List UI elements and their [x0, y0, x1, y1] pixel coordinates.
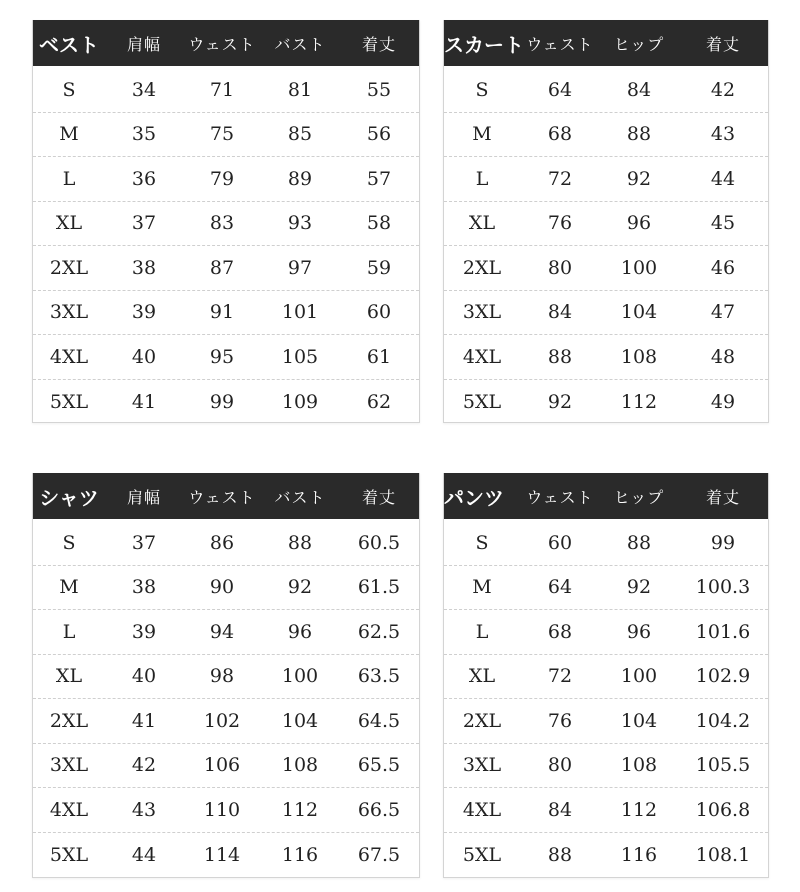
table-row	[33, 157, 419, 202]
table-cell: 116	[281, 843, 319, 866]
size-label: S	[475, 78, 489, 101]
table-cell: 106	[203, 754, 241, 777]
table-cell: 80	[547, 256, 573, 279]
table-header	[444, 20, 768, 66]
table-cell: 99	[710, 531, 736, 554]
table-cell: 43	[710, 123, 736, 146]
table-cell: 71	[209, 78, 235, 101]
table-cell: 85	[287, 123, 313, 146]
table-cell: 97	[287, 256, 313, 279]
table-body	[444, 66, 768, 424]
size-label: 3XL	[49, 301, 89, 324]
column-header: 着丈	[705, 34, 740, 54]
vest-size-table	[32, 20, 420, 423]
table-row	[33, 521, 419, 566]
table-cell: 44	[710, 167, 736, 190]
table-cell: 42	[710, 78, 736, 101]
size-label: 3XL	[49, 754, 89, 777]
table-cell: 62.5	[357, 620, 401, 643]
column-header: ヒップ	[613, 487, 665, 507]
table-cell: 65.5	[357, 754, 401, 777]
table-cell: 45	[710, 212, 736, 235]
column-header: ヒップ	[613, 34, 665, 54]
size-label: XL	[468, 212, 496, 235]
table-cell: 88	[287, 531, 313, 554]
size-label: 2XL	[462, 256, 502, 279]
table-row	[444, 699, 768, 744]
table-title: パンツ	[444, 485, 504, 510]
table-cell: 76	[547, 212, 573, 235]
table-cell: 35	[131, 123, 157, 146]
size-label: S	[62, 531, 76, 554]
size-label: XL	[55, 212, 83, 235]
table-cell: 49	[710, 390, 736, 413]
size-label: 3XL	[462, 754, 502, 777]
table-cell: 104	[281, 709, 319, 732]
size-label: S	[62, 78, 76, 101]
table-cell: 84	[626, 78, 652, 101]
table-cell: 64	[547, 78, 573, 101]
table-row	[33, 291, 419, 336]
table-cell: 100	[281, 665, 319, 688]
table-cell: 101	[281, 301, 319, 324]
table-row	[444, 335, 768, 380]
size-label: XL	[55, 665, 83, 688]
column-header: ウェスト	[526, 487, 594, 507]
size-label: 4XL	[462, 345, 502, 368]
table-body	[444, 519, 768, 877]
table-cell: 39	[131, 301, 157, 324]
column-header: 肩幅	[126, 34, 161, 54]
size-label: 5XL	[49, 390, 89, 413]
size-label: M	[59, 123, 79, 146]
table-cell: 108	[620, 345, 658, 368]
table-cell: 75	[209, 123, 235, 146]
table-body	[33, 66, 419, 424]
size-label: 4XL	[49, 345, 89, 368]
table-cell: 68	[547, 620, 573, 643]
table-row	[33, 655, 419, 700]
table-cell: 104.2	[695, 709, 751, 732]
size-label: 3XL	[462, 301, 502, 324]
column-header: バスト	[274, 487, 326, 507]
column-header: ウェスト	[526, 34, 594, 54]
skirt-size-table	[443, 20, 769, 423]
table-row	[444, 291, 768, 336]
table-cell: 102.9	[695, 665, 751, 688]
table-cell: 96	[626, 620, 652, 643]
table-cell: 79	[209, 167, 235, 190]
table-cell: 93	[287, 212, 313, 235]
table-cell: 72	[547, 167, 573, 190]
table-row	[444, 68, 768, 113]
table-cell: 59	[366, 256, 392, 279]
table-cell: 92	[626, 167, 652, 190]
table-cell: 112	[281, 798, 319, 821]
table-cell: 61	[366, 345, 392, 368]
table-cell: 84	[547, 301, 573, 324]
column-header: 肩幅	[126, 487, 161, 507]
table-cell: 112	[620, 798, 658, 821]
table-cell: 104	[620, 301, 658, 324]
table-cell: 88	[547, 843, 573, 866]
table-row	[33, 744, 419, 789]
table-row	[444, 202, 768, 247]
table-cell: 41	[131, 390, 157, 413]
pants-size-table	[443, 473, 769, 878]
table-cell: 62	[366, 390, 392, 413]
table-row	[33, 335, 419, 380]
table-cell: 41	[131, 709, 157, 732]
table-cell: 63.5	[357, 665, 401, 688]
size-label: 5XL	[462, 390, 502, 413]
table-cell: 55	[366, 78, 392, 101]
column-header: 着丈	[705, 487, 740, 507]
table-cell: 88	[626, 123, 652, 146]
table-cell: 38	[131, 256, 157, 279]
table-cell: 96	[626, 212, 652, 235]
table-cell: 84	[547, 798, 573, 821]
size-label: L	[62, 620, 76, 643]
table-row	[444, 744, 768, 789]
table-cell: 106.8	[695, 798, 751, 821]
table-cell: 56	[366, 123, 392, 146]
table-header	[444, 473, 768, 519]
size-label: 5XL	[462, 843, 502, 866]
table-cell: 39	[131, 620, 157, 643]
table-header	[33, 473, 419, 519]
table-cell: 47	[710, 301, 736, 324]
table-cell: 66.5	[357, 798, 401, 821]
table-cell: 87	[209, 256, 235, 279]
table-cell: 34	[131, 78, 157, 101]
table-cell: 114	[203, 843, 241, 866]
table-row	[444, 246, 768, 291]
size-label: 4XL	[462, 798, 502, 821]
table-cell: 92	[287, 576, 313, 599]
table-cell: 112	[620, 390, 658, 413]
table-header	[33, 20, 419, 66]
table-cell: 89	[287, 167, 313, 190]
table-cell: 101.6	[695, 620, 751, 643]
table-cell: 38	[131, 576, 157, 599]
table-row	[444, 610, 768, 655]
size-label: M	[472, 576, 492, 599]
table-cell: 44	[131, 843, 157, 866]
table-cell: 108.1	[695, 843, 751, 866]
table-cell: 57	[366, 167, 392, 190]
table-cell: 108	[620, 754, 658, 777]
table-cell: 105	[281, 345, 319, 368]
table-row	[33, 202, 419, 247]
size-label: XL	[468, 665, 496, 688]
size-label: M	[59, 576, 79, 599]
table-cell: 60	[547, 531, 573, 554]
table-cell: 80	[547, 754, 573, 777]
table-cell: 100	[620, 665, 658, 688]
table-row	[444, 566, 768, 611]
size-label: 5XL	[49, 843, 89, 866]
size-label: M	[472, 123, 492, 146]
table-cell: 88	[547, 345, 573, 368]
table-row	[33, 113, 419, 158]
table-cell: 36	[131, 167, 157, 190]
column-header: バスト	[274, 34, 326, 54]
size-label: L	[62, 167, 76, 190]
table-cell: 68	[547, 123, 573, 146]
column-header: 着丈	[361, 487, 396, 507]
column-header: ウェスト	[188, 34, 256, 54]
table-title: ベスト	[39, 32, 99, 57]
table-row	[33, 833, 419, 878]
table-cell: 88	[626, 531, 652, 554]
table-cell: 46	[710, 256, 736, 279]
table-row	[33, 788, 419, 833]
table-cell: 81	[287, 78, 313, 101]
table-cell: 40	[131, 345, 157, 368]
table-cell: 64.5	[357, 709, 401, 732]
table-cell: 99	[209, 390, 235, 413]
table-cell: 60	[366, 301, 392, 324]
table-cell: 95	[209, 345, 235, 368]
table-cell: 60.5	[357, 531, 401, 554]
table-cell: 76	[547, 709, 573, 732]
table-cell: 110	[203, 798, 241, 821]
size-label: L	[475, 620, 489, 643]
table-row	[444, 380, 768, 425]
table-cell: 91	[209, 301, 235, 324]
table-row	[33, 68, 419, 113]
table-cell: 105.5	[695, 754, 751, 777]
table-row	[444, 833, 768, 878]
table-cell: 42	[131, 754, 157, 777]
table-cell: 48	[710, 345, 736, 368]
table-row	[444, 788, 768, 833]
table-row	[33, 246, 419, 291]
table-body	[33, 519, 419, 877]
table-cell: 86	[209, 531, 235, 554]
table-cell: 108	[281, 754, 319, 777]
size-label: 2XL	[49, 256, 89, 279]
table-cell: 98	[209, 665, 235, 688]
size-label: S	[475, 531, 489, 554]
table-cell: 67.5	[357, 843, 401, 866]
table-cell: 109	[281, 390, 319, 413]
table-title: スカート	[444, 32, 524, 57]
table-cell: 94	[209, 620, 235, 643]
table-cell: 58	[366, 212, 392, 235]
table-cell: 40	[131, 665, 157, 688]
size-label: 2XL	[49, 709, 89, 732]
table-cell: 90	[209, 576, 235, 599]
table-title: シャツ	[39, 485, 99, 510]
column-header: 着丈	[361, 34, 396, 54]
table-cell: 102	[203, 709, 241, 732]
table-cell: 64	[547, 576, 573, 599]
table-cell: 100.3	[695, 576, 751, 599]
table-row	[444, 521, 768, 566]
shirt-size-table	[32, 473, 420, 878]
table-cell: 116	[620, 843, 658, 866]
table-cell: 43	[131, 798, 157, 821]
table-cell: 61.5	[357, 576, 401, 599]
table-cell: 92	[626, 576, 652, 599]
table-row	[33, 610, 419, 655]
table-row	[444, 157, 768, 202]
table-row	[33, 699, 419, 744]
table-cell: 37	[131, 531, 157, 554]
table-cell: 72	[547, 665, 573, 688]
table-cell: 104	[620, 709, 658, 732]
table-row	[444, 113, 768, 158]
table-row	[444, 655, 768, 700]
table-cell: 37	[131, 212, 157, 235]
size-label: 4XL	[49, 798, 89, 821]
table-cell: 100	[620, 256, 658, 279]
column-header: ウェスト	[188, 487, 256, 507]
table-row	[33, 380, 419, 425]
table-cell: 83	[209, 212, 235, 235]
table-cell: 96	[287, 620, 313, 643]
size-label: L	[475, 167, 489, 190]
table-row	[33, 566, 419, 611]
size-label: 2XL	[462, 709, 502, 732]
table-cell: 92	[547, 390, 573, 413]
